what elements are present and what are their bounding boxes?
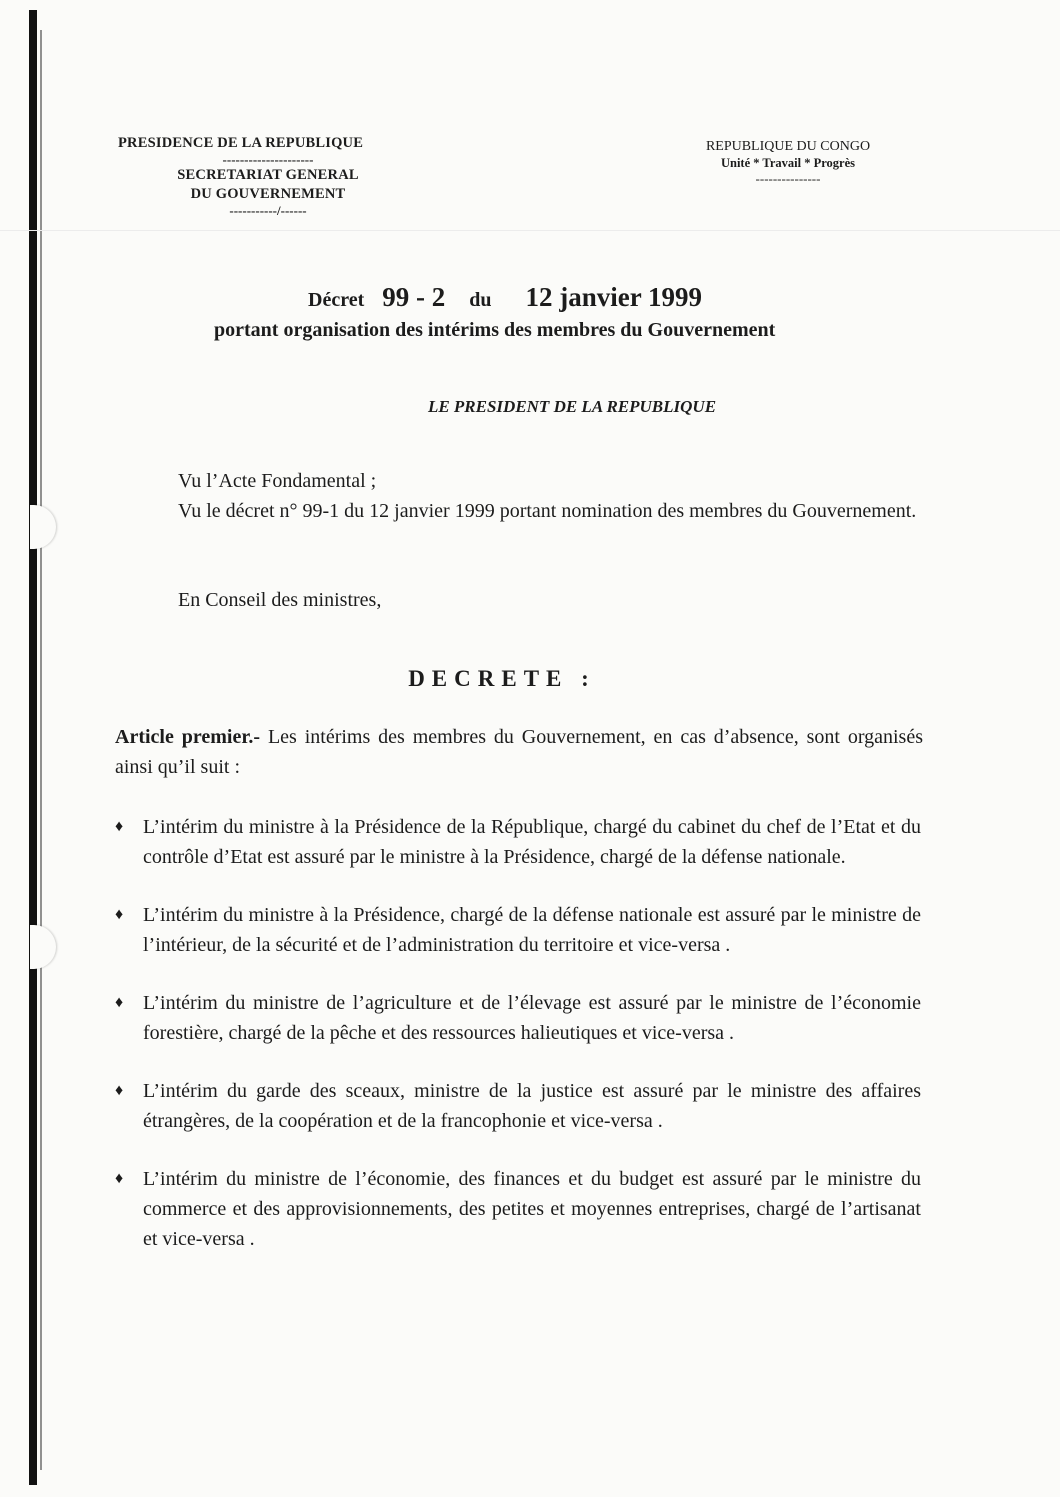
decree-date: 12 janvier 1999	[525, 282, 702, 312]
header-right-separator: ---------------	[755, 171, 821, 186]
list-item	[115, 1076, 921, 1136]
list-item-text: L’intérim du ministre à la Présidence de la République, chargé du cabinet du chef de l’Etat et du contrôle d’Etat est assuré par le ministre à la Présidence, chargé de la défense nationale.	[143, 816, 921, 868]
gouvernement-label: DU GOUVERNEMENT	[190, 186, 346, 202]
list-item-text: L’intérim du ministre de l’économie, des finances et du budget est assuré par le ministre du commerce et des approvisionnements, des petites et moyennes entreprises, chargé de l’artisanat et vice-versa .	[143, 1168, 921, 1250]
list-item	[115, 900, 921, 960]
article-text: Les intérims des membres du Gouvernement, en cas d’absence, sont organisés ainsi qu’il suit :	[115, 726, 923, 778]
diamond-bullet-icon: ♦	[115, 1170, 124, 1187]
visas	[115, 466, 925, 526]
decree-title-row	[218, 282, 918, 313]
show-through-line	[0, 230, 1060, 231]
secretariat-label: SECRETARIAT GENERAL	[177, 167, 359, 183]
country-label: REPUBLIQUE DU CONGO	[705, 139, 871, 154]
decree-du: du	[469, 289, 492, 311]
header-left-separator-2: -----------/------	[229, 203, 307, 218]
punch-hole-upper	[30, 505, 56, 549]
list-item	[115, 1164, 921, 1254]
presidence-label: PRESIDENCE DE LA REPUBLIQUE	[118, 135, 364, 151]
header-left-separator: ---------------------	[222, 152, 314, 167]
decret-label: Décret	[308, 289, 365, 311]
visa-item: Vu l’Acte Fondamental ;	[178, 470, 377, 492]
conseil-line: En Conseil des ministres,	[178, 589, 382, 611]
bullet-list	[115, 812, 921, 1282]
list-item-text: L’intérim du ministre de l’agriculture et de l’élevage est assuré par le ministre de l’économie forestière, chargé de la pêche et des ressources halieutiques et vice-versa .	[143, 992, 921, 1044]
article-premier	[115, 722, 923, 782]
punch-hole-lower	[30, 925, 56, 969]
decree-number: 99 - 2	[382, 282, 446, 312]
article-label: Article premier.-	[115, 726, 261, 748]
binding-bar-shadow	[40, 30, 42, 1470]
diamond-bullet-icon: ♦	[115, 906, 124, 923]
list-item	[115, 988, 921, 1048]
list-item-text: L’intérim du garde des sceaux, ministre de la justice est assuré par le ministre des affaires étrangères, de la coopération et de la francophonie et vice-versa .	[143, 1080, 921, 1132]
visa-item: Vu le décret n° 99-1 du 12 janvier 1999 portant nomination des membres du Gouvernement.	[178, 500, 917, 522]
header-left	[118, 134, 418, 217]
decrete-heading: DECRETE :	[408, 666, 596, 691]
diamond-bullet-icon: ♦	[115, 994, 124, 1011]
diamond-bullet-icon: ♦	[115, 818, 124, 835]
binding-bar	[29, 10, 37, 1485]
decree-subtitle: portant organisation des intérims des membres du Gouvernement	[214, 319, 776, 341]
diamond-bullet-icon: ♦	[115, 1082, 124, 1099]
national-motto: Unité * Travail * Progrès	[720, 156, 855, 170]
list-item-text: L’intérim du ministre à la Présidence, chargé de la défense nationale est assuré par le ministre de l’intérieur, de la sécurité et de l’administration du territoire et vice-versa .	[143, 904, 921, 956]
list-item	[115, 812, 921, 872]
president-line: LE PRESIDENT DE LA REPUBLIQUE	[427, 397, 717, 416]
header-right	[678, 138, 898, 185]
decree-title	[214, 282, 918, 342]
